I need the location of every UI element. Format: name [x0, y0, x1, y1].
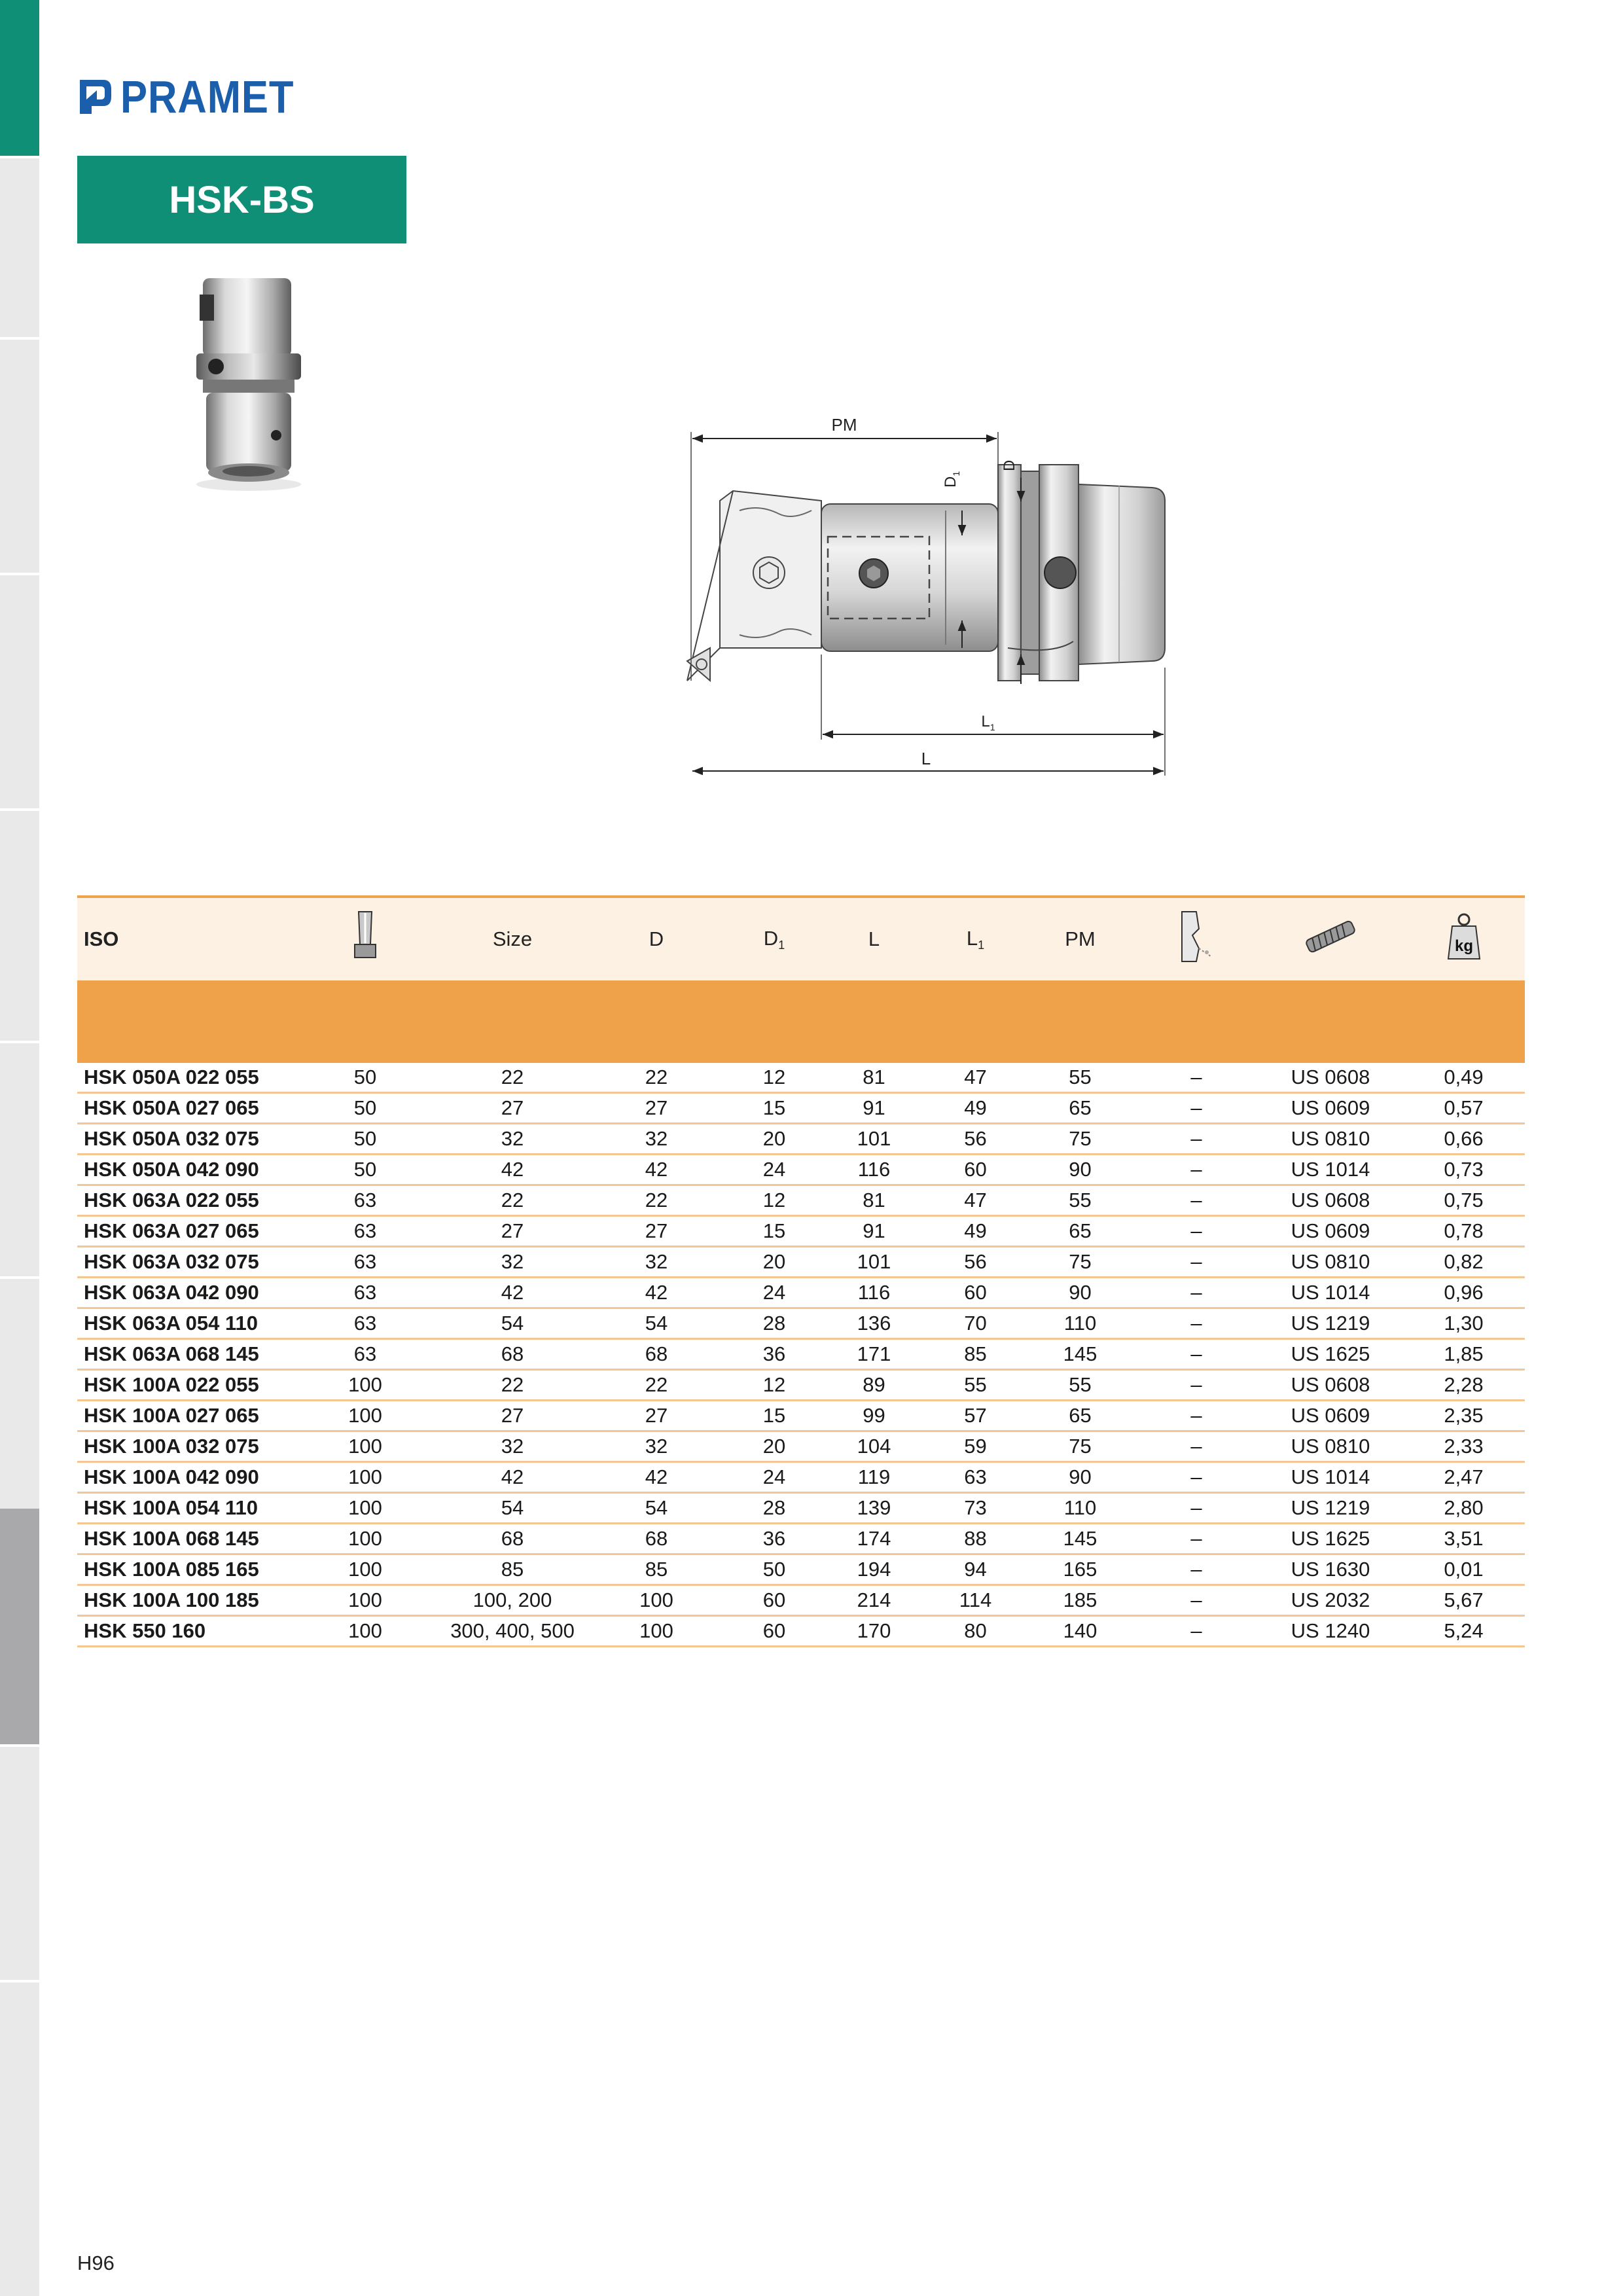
cell-size: 32	[437, 1247, 588, 1278]
cell-kg: 1,30	[1402, 1308, 1525, 1339]
cell-l1: 63	[925, 1462, 1026, 1493]
cell-l1: 73	[925, 1493, 1026, 1524]
cell-iso: HSK 063A 022 055	[77, 1185, 293, 1216]
cell-hsk: 50	[293, 1063, 437, 1093]
cell-d: 22	[588, 1185, 725, 1216]
screw-icon	[1299, 917, 1362, 956]
dim-label-pm: PM	[831, 415, 857, 435]
cell-screw: US 1240	[1258, 1616, 1402, 1647]
cell-holder: –	[1134, 1585, 1258, 1616]
cell-holder: –	[1134, 1370, 1258, 1401]
cell-holder: –	[1134, 1524, 1258, 1554]
cell-l: 89	[823, 1370, 925, 1401]
cell-kg: 2,80	[1402, 1493, 1525, 1524]
cell-holder: –	[1134, 1339, 1258, 1370]
cell-pm: 65	[1026, 1093, 1134, 1124]
cell-holder: –	[1134, 1124, 1258, 1155]
cell-size: 22	[437, 1063, 588, 1093]
cell-size: 85	[437, 1554, 588, 1585]
cell-iso: HSK 100A 054 110	[77, 1493, 293, 1524]
cell-hsk: 100	[293, 1524, 437, 1554]
cell-l: 81	[823, 1185, 925, 1216]
cell-l: 91	[823, 1216, 925, 1247]
cell-size: 100, 200	[437, 1585, 588, 1616]
table-row	[77, 1247, 1525, 1278]
cell-d1: 60	[725, 1585, 823, 1616]
cell-l: 139	[823, 1493, 925, 1524]
col-header-hsk	[293, 898, 437, 980]
brand-name: PRAMET	[120, 71, 294, 122]
cell-d1: 15	[725, 1216, 823, 1247]
cell-d: 54	[588, 1493, 725, 1524]
cell-l: 101	[823, 1124, 925, 1155]
cell-iso: HSK 100A 042 090	[77, 1462, 293, 1493]
cell-holder: –	[1134, 1462, 1258, 1493]
cell-d: 42	[588, 1462, 725, 1493]
cell-kg: 0,96	[1402, 1278, 1525, 1308]
cell-d: 42	[588, 1278, 725, 1308]
dim-label-d1: $D_1$	[942, 471, 961, 488]
weight-icon	[1446, 910, 1482, 963]
cell-screw: US 0608	[1258, 1185, 1402, 1216]
cell-l: 116	[823, 1155, 925, 1185]
cell-l1: 85	[925, 1339, 1026, 1370]
cell-screw: US 0609	[1258, 1216, 1402, 1247]
tab-divider	[0, 573, 39, 575]
spec-table	[77, 895, 1525, 1647]
cell-screw: US 0609	[1258, 1093, 1402, 1124]
cell-holder: –	[1134, 1308, 1258, 1339]
cell-screw: US 0810	[1258, 1247, 1402, 1278]
cell-holder: –	[1134, 1216, 1258, 1247]
cell-d: 22	[588, 1063, 725, 1093]
cell-holder: –	[1134, 1431, 1258, 1462]
cell-screw: US 1014	[1258, 1462, 1402, 1493]
cell-holder: –	[1134, 1185, 1258, 1216]
col-header-screw	[1258, 898, 1402, 980]
cell-size: 68	[437, 1524, 588, 1554]
cell-iso: HSK 100A 085 165	[77, 1554, 293, 1585]
cell-screw: US 0608	[1258, 1370, 1402, 1401]
cell-l1: 60	[925, 1155, 1026, 1185]
cell-iso: HSK 063A 054 110	[77, 1308, 293, 1339]
cell-hsk: 63	[293, 1308, 437, 1339]
cell-d1: 12	[725, 1370, 823, 1401]
cell-size: 32	[437, 1124, 588, 1155]
cell-pm: 90	[1026, 1278, 1134, 1308]
table-row	[77, 1185, 1525, 1216]
cell-l1: 80	[925, 1616, 1026, 1647]
cell-d1: 15	[725, 1093, 823, 1124]
cell-d: 32	[588, 1124, 725, 1155]
cell-size: 22	[437, 1185, 588, 1216]
tab-divider	[0, 337, 39, 340]
cell-l1: 56	[925, 1124, 1026, 1155]
cell-iso: HSK 050A 027 065	[77, 1093, 293, 1124]
cell-iso: HSK 550 160	[77, 1616, 293, 1647]
cell-iso: HSK 063A 042 090	[77, 1278, 293, 1308]
cell-l1: 55	[925, 1370, 1026, 1401]
cell-size: 27	[437, 1401, 588, 1431]
table-row	[77, 1216, 1525, 1247]
cell-pm: 145	[1026, 1339, 1134, 1370]
cell-kg: 1,85	[1402, 1339, 1525, 1370]
cell-iso: HSK 100A 068 145	[77, 1524, 293, 1554]
cell-l: 136	[823, 1308, 925, 1339]
product-title: HSK-BS	[77, 156, 406, 243]
cell-screw: US 1014	[1258, 1278, 1402, 1308]
section-tab-strip	[0, 0, 39, 2296]
technical-drawing	[661, 373, 1185, 792]
table-row	[77, 1278, 1525, 1308]
cell-d: 85	[588, 1554, 725, 1585]
cell-d1: 20	[725, 1431, 823, 1462]
cell-pm: 185	[1026, 1585, 1134, 1616]
cell-holder: –	[1134, 1247, 1258, 1278]
cell-d: 42	[588, 1155, 725, 1185]
pramet-logo	[77, 73, 318, 120]
cell-size: 54	[437, 1308, 588, 1339]
cell-d: 27	[588, 1093, 725, 1124]
cell-d1: 24	[725, 1155, 823, 1185]
cell-holder: –	[1134, 1493, 1258, 1524]
cell-pm: 65	[1026, 1216, 1134, 1247]
cell-size: 54	[437, 1493, 588, 1524]
cell-pm: 55	[1026, 1370, 1134, 1401]
cell-hsk: 100	[293, 1401, 437, 1431]
tab-divider	[0, 1276, 39, 1279]
dim-label-l1: $L_1$	[981, 713, 995, 732]
col-header-pm: PM	[1065, 927, 1096, 950]
cell-pm: 110	[1026, 1493, 1134, 1524]
cell-screw: US 1625	[1258, 1339, 1402, 1370]
cell-hsk: 100	[293, 1370, 437, 1401]
cell-screw: US 1219	[1258, 1308, 1402, 1339]
cell-hsk: 100	[293, 1554, 437, 1585]
cell-l1: 114	[925, 1585, 1026, 1616]
cell-pm: 65	[1026, 1401, 1134, 1431]
table-row	[77, 1554, 1525, 1585]
cell-l: 214	[823, 1585, 925, 1616]
pramet-logo-icon	[77, 77, 114, 117]
cell-iso: HSK 100A 027 065	[77, 1401, 293, 1431]
cell-l: 81	[823, 1063, 925, 1093]
cell-pm: 55	[1026, 1185, 1134, 1216]
col-header-l: L	[868, 927, 880, 950]
table-row	[77, 1616, 1525, 1647]
cell-l1: 47	[925, 1185, 1026, 1216]
cell-screw: US 0810	[1258, 1124, 1402, 1155]
cell-size: 42	[437, 1278, 588, 1308]
cell-kg: 0,73	[1402, 1155, 1525, 1185]
cell-d1: 20	[725, 1124, 823, 1155]
cell-l: 174	[823, 1524, 925, 1554]
taper-shank-icon	[351, 909, 380, 964]
cell-holder: –	[1134, 1278, 1258, 1308]
cell-pm: 55	[1026, 1063, 1134, 1093]
table-row	[77, 1093, 1525, 1124]
cell-d1: 24	[725, 1462, 823, 1493]
cell-d: 100	[588, 1585, 725, 1616]
table-row	[77, 1462, 1525, 1493]
tab-divider	[0, 1041, 39, 1043]
cell-kg: 5,67	[1402, 1585, 1525, 1616]
cell-pm: 75	[1026, 1431, 1134, 1462]
cell-hsk: 63	[293, 1278, 437, 1308]
cell-l: 104	[823, 1431, 925, 1462]
cell-kg: 2,35	[1402, 1401, 1525, 1431]
cell-kg: 0,57	[1402, 1093, 1525, 1124]
page-number: H96	[77, 2251, 115, 2274]
cell-l: 194	[823, 1554, 925, 1585]
cell-screw: US 1219	[1258, 1493, 1402, 1524]
cell-iso: HSK 050A 022 055	[77, 1063, 293, 1093]
table-row	[77, 1493, 1525, 1524]
cell-d1: 20	[725, 1247, 823, 1278]
cell-d: 68	[588, 1339, 725, 1370]
table-header-rule	[77, 980, 1525, 1063]
cell-iso: HSK 050A 042 090	[77, 1155, 293, 1185]
cell-d1: 28	[725, 1308, 823, 1339]
cell-d: 100	[588, 1616, 725, 1647]
cell-kg: 0,01	[1402, 1554, 1525, 1585]
cell-kg: 2,47	[1402, 1462, 1525, 1493]
cell-l1: 70	[925, 1308, 1026, 1339]
cell-holder: –	[1134, 1063, 1258, 1093]
table-row	[77, 1155, 1525, 1185]
table-row	[77, 1585, 1525, 1616]
cell-d: 32	[588, 1431, 725, 1462]
cell-screw: US 2032	[1258, 1585, 1402, 1616]
cell-l1: 60	[925, 1278, 1026, 1308]
table-row	[77, 1308, 1525, 1339]
cell-screw: US 0810	[1258, 1431, 1402, 1462]
col-header-size: Size	[492, 927, 533, 950]
table-row	[77, 1431, 1525, 1462]
cell-d1: 12	[725, 1185, 823, 1216]
cell-d1: 24	[725, 1278, 823, 1308]
dim-label-d: D	[1001, 459, 1018, 471]
cell-l: 101	[823, 1247, 925, 1278]
cell-l1: 94	[925, 1554, 1026, 1585]
cell-hsk: 100	[293, 1585, 437, 1616]
cell-kg: 0,78	[1402, 1216, 1525, 1247]
tab-divider	[0, 156, 39, 158]
cell-l1: 47	[925, 1063, 1026, 1093]
cell-kg: 2,28	[1402, 1370, 1525, 1401]
cell-d1: 36	[725, 1339, 823, 1370]
cell-kg: 0,49	[1402, 1063, 1525, 1093]
cell-hsk: 63	[293, 1216, 437, 1247]
product-photo	[170, 268, 321, 497]
col-header-holder	[1134, 898, 1258, 980]
cell-kg: 3,51	[1402, 1524, 1525, 1554]
cell-d1: 28	[725, 1493, 823, 1524]
cell-pm: 140	[1026, 1616, 1134, 1647]
cell-kg: 5,24	[1402, 1616, 1525, 1647]
insert-holder-icon	[1177, 909, 1216, 964]
cell-iso: HSK 100A 100 185	[77, 1585, 293, 1616]
weight-icon-label: kg	[1454, 937, 1473, 955]
cell-hsk: 100	[293, 1462, 437, 1493]
cell-l: 99	[823, 1401, 925, 1431]
cell-hsk: 50	[293, 1093, 437, 1124]
table-row	[77, 1524, 1525, 1554]
cell-l1: 56	[925, 1247, 1026, 1278]
cell-holder: –	[1134, 1401, 1258, 1431]
cell-size: 42	[437, 1462, 588, 1493]
cell-d1: 60	[725, 1616, 823, 1647]
section-tab-active	[0, 0, 39, 156]
col-header-iso: ISO	[84, 927, 119, 950]
col-header-l1: $L_1$	[966, 926, 985, 952]
dim-label-l: L	[921, 749, 931, 768]
cell-d1: 36	[725, 1524, 823, 1554]
tab-divider	[0, 1744, 39, 1747]
cell-d: 22	[588, 1370, 725, 1401]
cell-l: 170	[823, 1616, 925, 1647]
cell-hsk: 63	[293, 1339, 437, 1370]
cell-pm: 165	[1026, 1554, 1134, 1585]
cell-holder: –	[1134, 1554, 1258, 1585]
cell-iso: HSK 063A 068 145	[77, 1339, 293, 1370]
table-header-row	[77, 898, 1525, 980]
cell-kg: 0,66	[1402, 1124, 1525, 1155]
cell-kg: 0,82	[1402, 1247, 1525, 1278]
cell-screw: US 1014	[1258, 1155, 1402, 1185]
cell-hsk: 100	[293, 1431, 437, 1462]
cell-hsk: 100	[293, 1493, 437, 1524]
cell-holder: –	[1134, 1093, 1258, 1124]
table-row	[77, 1063, 1525, 1093]
cell-l1: 49	[925, 1093, 1026, 1124]
table-row	[77, 1401, 1525, 1431]
col-header-weight	[1402, 898, 1525, 980]
cell-iso: HSK 100A 022 055	[77, 1370, 293, 1401]
cell-kg: 2,33	[1402, 1431, 1525, 1462]
cell-hsk: 63	[293, 1247, 437, 1278]
cell-l1: 57	[925, 1401, 1026, 1431]
cell-size: 300, 400, 500	[437, 1616, 588, 1647]
cell-l: 116	[823, 1278, 925, 1308]
cell-d: 27	[588, 1401, 725, 1431]
cell-pm: 145	[1026, 1524, 1134, 1554]
table-body	[77, 1063, 1525, 1647]
table-row	[77, 1124, 1525, 1155]
cell-hsk: 50	[293, 1124, 437, 1155]
cell-l1: 59	[925, 1431, 1026, 1462]
cell-screw: US 0609	[1258, 1401, 1402, 1431]
cell-size: 42	[437, 1155, 588, 1185]
cell-d: 27	[588, 1216, 725, 1247]
cell-pm: 110	[1026, 1308, 1134, 1339]
cell-d1: 12	[725, 1063, 823, 1093]
cell-size: 32	[437, 1431, 588, 1462]
cell-l: 171	[823, 1339, 925, 1370]
col-header-d1: $D_1$	[763, 926, 785, 952]
cell-pm: 90	[1026, 1462, 1134, 1493]
col-header-d: D	[649, 927, 664, 950]
cell-l1: 49	[925, 1216, 1026, 1247]
cell-hsk: 63	[293, 1185, 437, 1216]
cell-d: 32	[588, 1247, 725, 1278]
cell-iso: HSK 050A 032 075	[77, 1124, 293, 1155]
table-row	[77, 1339, 1525, 1370]
cell-hsk: 50	[293, 1155, 437, 1185]
cell-iso: HSK 063A 027 065	[77, 1216, 293, 1247]
cell-pm: 90	[1026, 1155, 1134, 1185]
cell-holder: –	[1134, 1155, 1258, 1185]
cell-size: 22	[437, 1370, 588, 1401]
cell-iso: HSK 100A 032 075	[77, 1431, 293, 1462]
table-row	[77, 1370, 1525, 1401]
cell-screw: US 1625	[1258, 1524, 1402, 1554]
cell-size: 27	[437, 1093, 588, 1124]
cell-size: 27	[437, 1216, 588, 1247]
cell-iso: HSK 063A 032 075	[77, 1247, 293, 1278]
cell-l: 91	[823, 1093, 925, 1124]
cell-pm: 75	[1026, 1124, 1134, 1155]
cell-hsk: 100	[293, 1616, 437, 1647]
tab-divider	[0, 808, 39, 811]
cell-l: 119	[823, 1462, 925, 1493]
cell-pm: 75	[1026, 1247, 1134, 1278]
cell-d: 54	[588, 1308, 725, 1339]
cell-l1: 88	[925, 1524, 1026, 1554]
cell-size: 68	[437, 1339, 588, 1370]
cell-kg: 0,75	[1402, 1185, 1525, 1216]
cell-d1: 15	[725, 1401, 823, 1431]
cell-holder: –	[1134, 1616, 1258, 1647]
section-tab-grey	[0, 1509, 39, 1744]
tab-divider	[0, 1980, 39, 1982]
cell-d1: 50	[725, 1554, 823, 1585]
cell-d: 68	[588, 1524, 725, 1554]
cell-screw: US 1630	[1258, 1554, 1402, 1585]
cell-screw: US 0608	[1258, 1063, 1402, 1093]
